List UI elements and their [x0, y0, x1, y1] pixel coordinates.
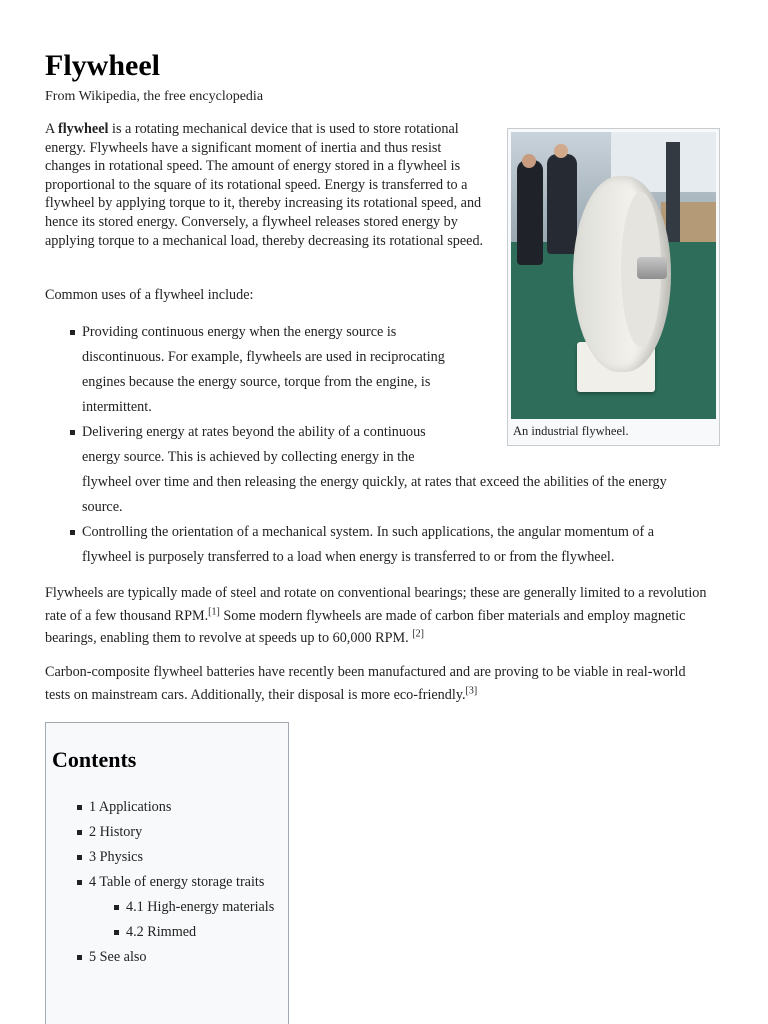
toc-link-rimmed[interactable]: 4.2 Rimmed — [126, 924, 197, 940]
toc-link-high-energy-materials[interactable]: 4.1 High-energy materials — [126, 899, 275, 915]
uses-intro: Common uses of a flywheel include: — [45, 287, 254, 303]
materials-paragraph — [45, 582, 710, 650]
intro-bold-term: flywheel — [58, 121, 109, 137]
batteries-paragraph — [45, 661, 710, 706]
page-title: Flywheel — [45, 49, 160, 82]
photo-person — [666, 142, 680, 242]
materials-text-1: Flywheels are typically made of steel and rotate on conventional bearings; these are generally limited to a revolution rate of a few thousand RPM. — [45, 585, 707, 624]
photo-person-head — [522, 154, 536, 168]
toc-link-history[interactable]: 2 History — [89, 824, 143, 840]
toc-item — [46, 845, 286, 870]
intro-rest: is a rotating mechanical device that is used to store rotational energy. Flywheels have a significant moment of inertia and thus resist changes in rotational speed. The amount of energy stored in a flywheel is proportional to the square of its rotational speed. Energy is transferred to a flywheel by applying torque to it, thereby increasing its rotational speed, and hence its stored energy. Conversely, a flywheel releases stored energy by applying torque to a mechanical load, thereby decreasing its rotational speed. — [45, 121, 484, 249]
toc-item — [46, 920, 286, 945]
toc-item — [46, 820, 286, 845]
list-item-line: source. — [82, 499, 123, 515]
toc-link-physics[interactable]: 3 Physics — [89, 849, 143, 865]
list-item-line: Delivering energy at rates beyond the ability of a continuous — [82, 424, 426, 440]
citation-link-1[interactable]: [1] — [208, 605, 220, 617]
toc-item — [46, 795, 286, 820]
list-item-line: flywheel is purposely transferred to a load when energy is transferred to or from the flywheel. — [82, 549, 615, 565]
list-item-line: discontinuous. For example, flywheels are used in reciprocating — [82, 349, 445, 365]
list-item-line: engines because the energy source, torque from the engine, is — [82, 374, 431, 390]
materials-text-2: Some modern flywheels are made of carbon fiber materials and employ magnetic bearings, enabling them to revolve at speeds up to 60,000 RPM. — [45, 607, 686, 646]
photo-person-head — [554, 144, 568, 158]
citation-link-2[interactable]: [2] — [412, 628, 424, 640]
list-item — [45, 520, 710, 570]
photo-person — [517, 160, 543, 265]
toc-link-see-also[interactable]: 5 See also — [89, 949, 147, 965]
flywheel-photo[interactable] — [511, 132, 716, 419]
list-item-line: Controlling the orientation of a mechanical system. In such applications, the angular momentum of a — [82, 524, 655, 540]
page-subtitle: From Wikipedia, the free encyclopedia — [45, 89, 264, 104]
toc-item — [46, 945, 286, 970]
list-item-line: flywheel over time and then releasing the energy quickly, at rates that exceed the abilities of the energy — [82, 474, 667, 490]
figure-caption: An industrial flywheel. — [513, 424, 629, 438]
table-of-contents — [45, 722, 289, 1024]
toc-item — [46, 870, 286, 895]
toc-link-energy-storage-traits[interactable]: 4 Table of energy storage traits — [89, 874, 265, 890]
toc-item — [46, 895, 286, 920]
list-item-line: energy source. This is achieved by collecting energy in the — [82, 449, 415, 465]
batteries-text: Carbon-composite flywheel batteries have recently been manufactured and are proving to be viable in real-world tests on mainstream cars. Additionally, their disposal is more eco-friendly. — [45, 664, 686, 703]
intro-paragraph — [45, 120, 485, 250]
intro-lead: A — [45, 121, 59, 137]
photo-person — [547, 154, 577, 254]
toc-list — [46, 795, 286, 970]
list-item-line: Providing continuous energy when the energy source is — [82, 324, 397, 340]
list-item-line: intermittent. — [82, 399, 152, 415]
citation-link-3[interactable]: [3] — [465, 684, 478, 696]
flywheel-shaft — [637, 257, 667, 279]
thumbnail-figure — [507, 128, 720, 446]
toc-link-applications[interactable]: 1 Applications — [89, 799, 172, 815]
toc-title: Contents — [52, 747, 137, 772]
